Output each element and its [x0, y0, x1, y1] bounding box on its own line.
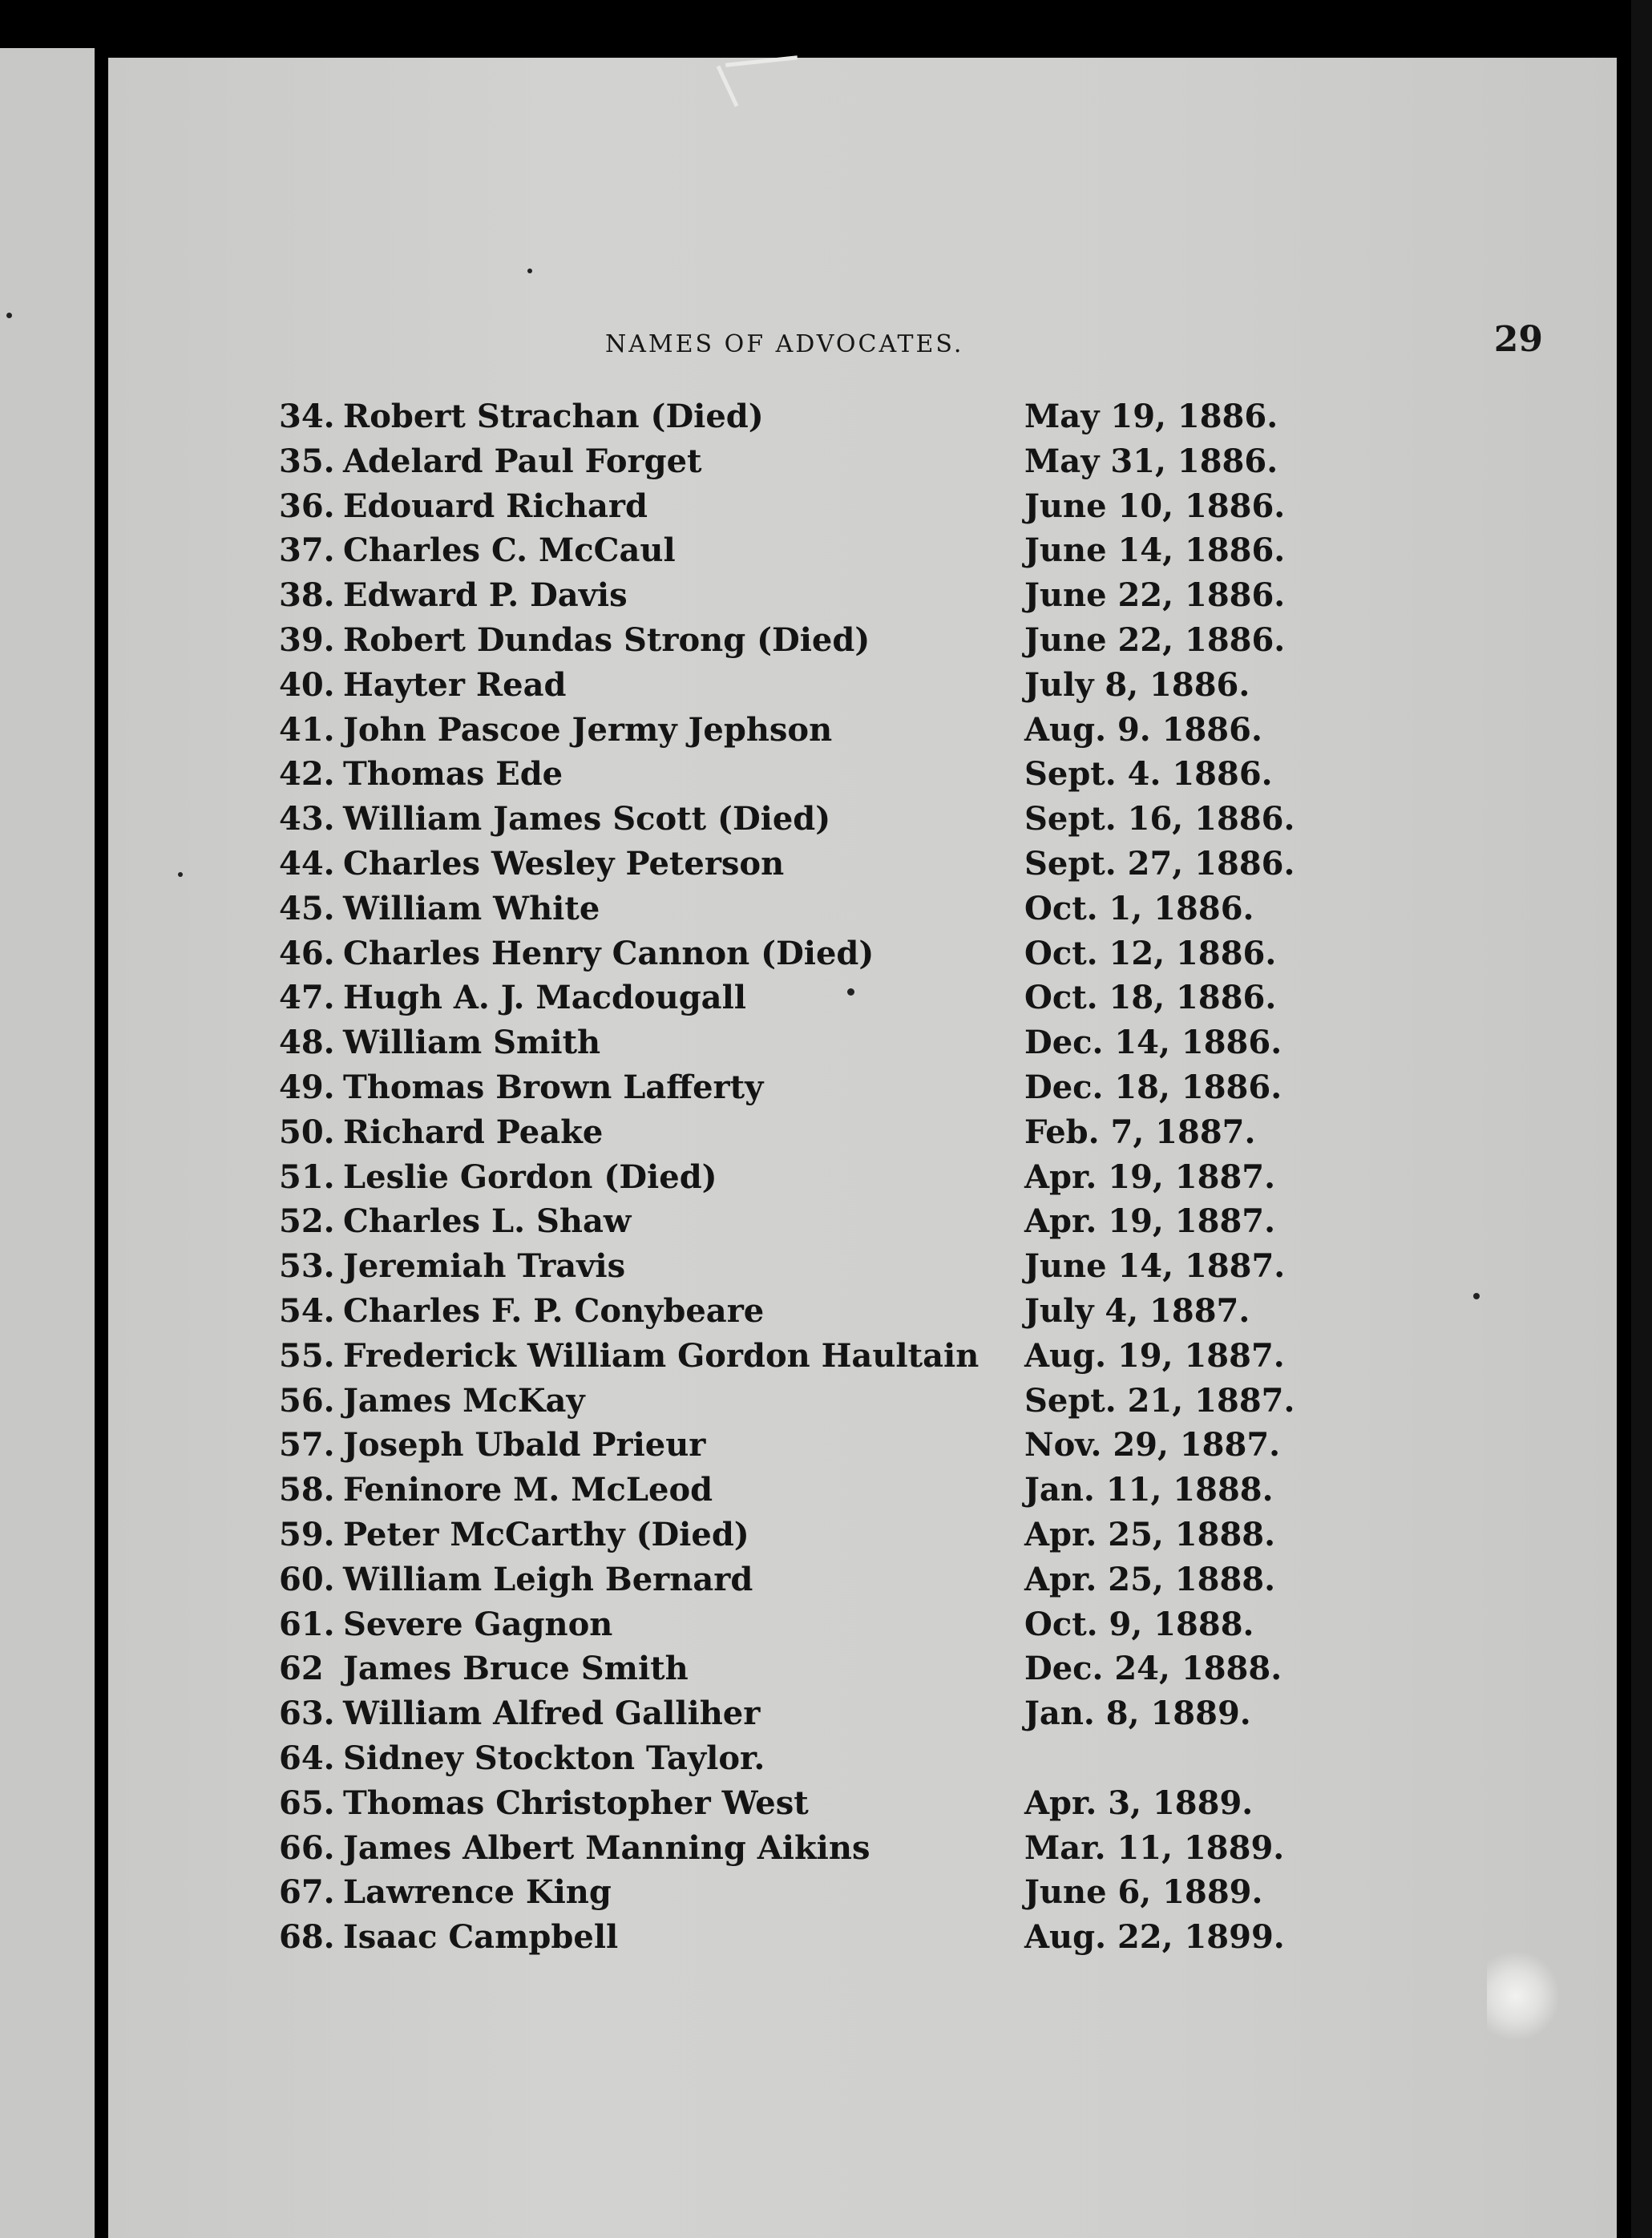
admission-date: June 10, 1886.	[1024, 487, 1286, 525]
admission-date: Sept. 27, 1886.	[1024, 844, 1295, 883]
entry-number: 49.	[279, 1068, 335, 1106]
entry-number: 58.	[279, 1471, 335, 1509]
entry-number: 52.	[279, 1202, 335, 1241]
list-item	[279, 1826, 1285, 1871]
list-item	[279, 484, 1286, 529]
admission-date: Sept. 4. 1886.	[1024, 755, 1273, 794]
entry-number: 54.	[279, 1291, 335, 1330]
advocate-name: Richard Peake	[343, 1113, 604, 1151]
advocate-name: Charles F. P. Conybeare	[343, 1291, 765, 1330]
entry-number: 65.	[279, 1784, 335, 1822]
advocate-name: Robert Strachan (Died)	[343, 398, 764, 435]
entry-number: 35.	[279, 442, 335, 480]
entry-number: 51.	[279, 1157, 335, 1196]
entry-number: 67.	[279, 1873, 335, 1912]
entry-number: 59.	[279, 1515, 335, 1553]
list-item	[279, 1781, 1273, 1826]
entry-number: 37.	[279, 531, 335, 570]
list-item	[279, 1602, 1273, 1647]
advocate-name: Joseph Ubald Prieur	[343, 1426, 706, 1464]
admission-date: Aug. 9. 1886.	[1024, 710, 1262, 749]
list-item	[279, 1199, 1276, 1244]
advocate-name: Lawrence King	[343, 1873, 612, 1912]
entry-number: 66.	[279, 1828, 335, 1867]
entry-number: 43.	[279, 800, 335, 838]
admission-date: Aug. 22, 1899.	[1024, 1918, 1285, 1957]
admission-date: Apr. 3, 1889.	[1024, 1784, 1254, 1822]
list-item	[279, 394, 1278, 439]
admission-date: June 22, 1886.	[1024, 576, 1286, 615]
admission-date: July 8, 1886.	[1024, 665, 1250, 704]
advocate-name: Thomas Ede	[343, 755, 563, 794]
list-item	[279, 1870, 1273, 1915]
admission-date: June 14, 1886.	[1024, 531, 1286, 570]
list-item	[279, 797, 1295, 842]
admission-date: Dec. 24, 1888.	[1024, 1650, 1282, 1688]
admission-date: Dec. 14, 1886.	[1024, 1024, 1282, 1062]
advocate-name: Edouard Richard	[343, 487, 648, 525]
list-item	[279, 1155, 1276, 1200]
list-item	[279, 1334, 1285, 1379]
page-header	[605, 319, 1543, 375]
admission-date: Oct. 9, 1888.	[1024, 1605, 1254, 1643]
advocate-name: Charles L. Shaw	[343, 1202, 632, 1241]
entry-number: 68.	[279, 1918, 335, 1957]
list-item	[279, 439, 1278, 484]
admission-date: Jan. 8, 1889.	[1024, 1695, 1251, 1733]
advocate-name: Charles Henry Cannon (Died)	[343, 934, 874, 972]
admission-date: Sept. 16, 1886.	[1024, 800, 1295, 838]
speck	[1473, 1293, 1480, 1299]
advocate-name: William James Scott (Died)	[343, 800, 831, 838]
admission-date: Oct. 18, 1886.	[1024, 979, 1277, 1017]
entry-number: 47.	[279, 979, 335, 1017]
advocate-name: William White	[343, 889, 600, 927]
entry-number: 50.	[279, 1113, 335, 1151]
entry-number: 55.	[279, 1336, 335, 1375]
entry-number: 46.	[279, 934, 335, 972]
list-item	[279, 1379, 1295, 1424]
list-item	[279, 663, 1273, 708]
admission-date: Feb. 7, 1887.	[1024, 1113, 1256, 1151]
list-item	[279, 1736, 1273, 1781]
admission-date: June 6, 1889.	[1024, 1873, 1263, 1912]
entry-number: 62	[279, 1650, 324, 1688]
admission-date: Oct. 1, 1886.	[1024, 889, 1254, 927]
entry-number: 38.	[279, 576, 335, 615]
scan-border	[1631, 0, 1652, 2238]
admission-date: Aug. 19, 1887.	[1024, 1336, 1285, 1375]
advocate-name: Robert Dundas Strong (Died)	[343, 620, 870, 659]
admission-date: Nov. 29, 1887.	[1024, 1426, 1281, 1464]
page-number: 29	[1493, 319, 1543, 360]
entry-number: 42.	[279, 755, 335, 794]
list-item	[279, 842, 1295, 887]
admission-date: Apr. 19, 1887.	[1024, 1157, 1276, 1196]
list-item	[279, 1915, 1285, 1960]
entry-number: 56.	[279, 1381, 335, 1420]
advocate-name: Isaac Campbell	[343, 1918, 619, 1957]
facing-page-edge	[0, 48, 95, 2238]
advocate-name: Feninore M. McLeod	[343, 1471, 713, 1509]
admission-date: Oct. 12, 1886.	[1024, 934, 1277, 972]
advocate-name: Charles C. McCaul	[343, 531, 676, 570]
speck	[6, 313, 12, 318]
paper-blot	[1487, 1952, 1559, 2040]
list-item	[279, 1020, 1282, 1065]
entry-number: 36.	[279, 487, 335, 525]
list-item	[279, 708, 1273, 753]
advocate-name: Thomas Christopher West	[343, 1784, 809, 1822]
admission-date: Mar. 11, 1889.	[1024, 1828, 1285, 1867]
admission-date: Jan. 11, 1888.	[1024, 1471, 1274, 1509]
speck	[527, 269, 532, 273]
entry-number: 40.	[279, 665, 335, 704]
advocate-name: Charles Wesley Peterson	[343, 844, 785, 883]
entry-number: 64.	[279, 1739, 335, 1777]
list-item	[279, 1557, 1276, 1602]
list-item	[279, 573, 1286, 618]
advocate-name: Edward P. Davis	[343, 576, 628, 615]
advocate-name: Adelard Paul Forget	[343, 442, 702, 480]
list-item	[279, 528, 1286, 573]
advocate-name: William Smith	[343, 1024, 601, 1062]
entry-number: 44.	[279, 844, 335, 883]
list-item	[279, 1513, 1276, 1557]
admission-date: Sept. 21, 1887.	[1024, 1381, 1295, 1420]
list-item	[279, 976, 1277, 1020]
admission-date: June 14, 1887.	[1024, 1247, 1286, 1286]
advocate-name: William Alfred Galliher	[343, 1695, 761, 1733]
admission-date: May 19, 1886.	[1024, 398, 1278, 435]
advocate-name: John Pascoe Jermy Jephson	[343, 710, 833, 749]
entry-number: 53.	[279, 1247, 335, 1286]
advocate-name: Severe Gagnon	[343, 1605, 613, 1643]
list-item	[279, 1646, 1282, 1691]
entry-number: 61.	[279, 1605, 335, 1643]
advocate-name: Hayter Read	[343, 665, 567, 704]
list-item	[279, 1289, 1273, 1334]
admission-date: Apr. 19, 1887.	[1024, 1202, 1276, 1241]
advocate-name: Hugh A. J. Macdougall	[343, 979, 746, 1017]
advocate-name: James Bruce Smith	[343, 1650, 689, 1688]
list-item	[279, 1691, 1273, 1736]
entry-number: 57.	[279, 1426, 335, 1464]
list-item	[279, 1423, 1281, 1468]
entry-number: 48.	[279, 1024, 335, 1062]
admission-date: May 31, 1886.	[1024, 442, 1278, 480]
entry-number: 60.	[279, 1560, 335, 1598]
entry-number: 39.	[279, 620, 335, 659]
list-item	[279, 1468, 1273, 1513]
advocate-name: Sidney Stockton Taylor.	[343, 1739, 765, 1777]
running-head: NAMES OF ADVOCATES.	[605, 330, 964, 358]
speck	[178, 872, 183, 877]
list-item	[279, 752, 1273, 797]
entry-number: 63.	[279, 1695, 335, 1733]
list-item	[279, 931, 1277, 976]
advocate-name: William Leigh Bernard	[343, 1560, 753, 1598]
advocate-name: Frederick William Gordon Haultain	[343, 1336, 979, 1375]
list-item	[279, 618, 1286, 663]
admission-date: July 4, 1887.	[1024, 1291, 1250, 1330]
advocates-list	[279, 394, 1295, 1960]
list-item	[279, 1110, 1273, 1155]
advocate-name: Jeremiah Travis	[343, 1247, 626, 1286]
entry-number: 41.	[279, 710, 335, 749]
advocate-name: Peter McCarthy (Died)	[343, 1515, 749, 1553]
admission-date: Apr. 25, 1888.	[1024, 1515, 1276, 1553]
list-item	[279, 887, 1273, 931]
admission-date: Dec. 18, 1886.	[1024, 1068, 1282, 1106]
list-item	[279, 1065, 1282, 1110]
list-item	[279, 1244, 1286, 1289]
entry-number: 45.	[279, 889, 335, 927]
advocate-name: Leslie Gordon (Died)	[343, 1157, 717, 1196]
advocate-name: James Albert Manning Aikins	[343, 1828, 870, 1867]
admission-date: Apr. 25, 1888.	[1024, 1560, 1276, 1598]
advocate-name: James McKay	[343, 1381, 585, 1420]
entry-number: 34.	[279, 398, 335, 435]
admission-date: June 22, 1886.	[1024, 620, 1286, 659]
advocate-name: Thomas Brown Lafferty	[343, 1068, 764, 1106]
